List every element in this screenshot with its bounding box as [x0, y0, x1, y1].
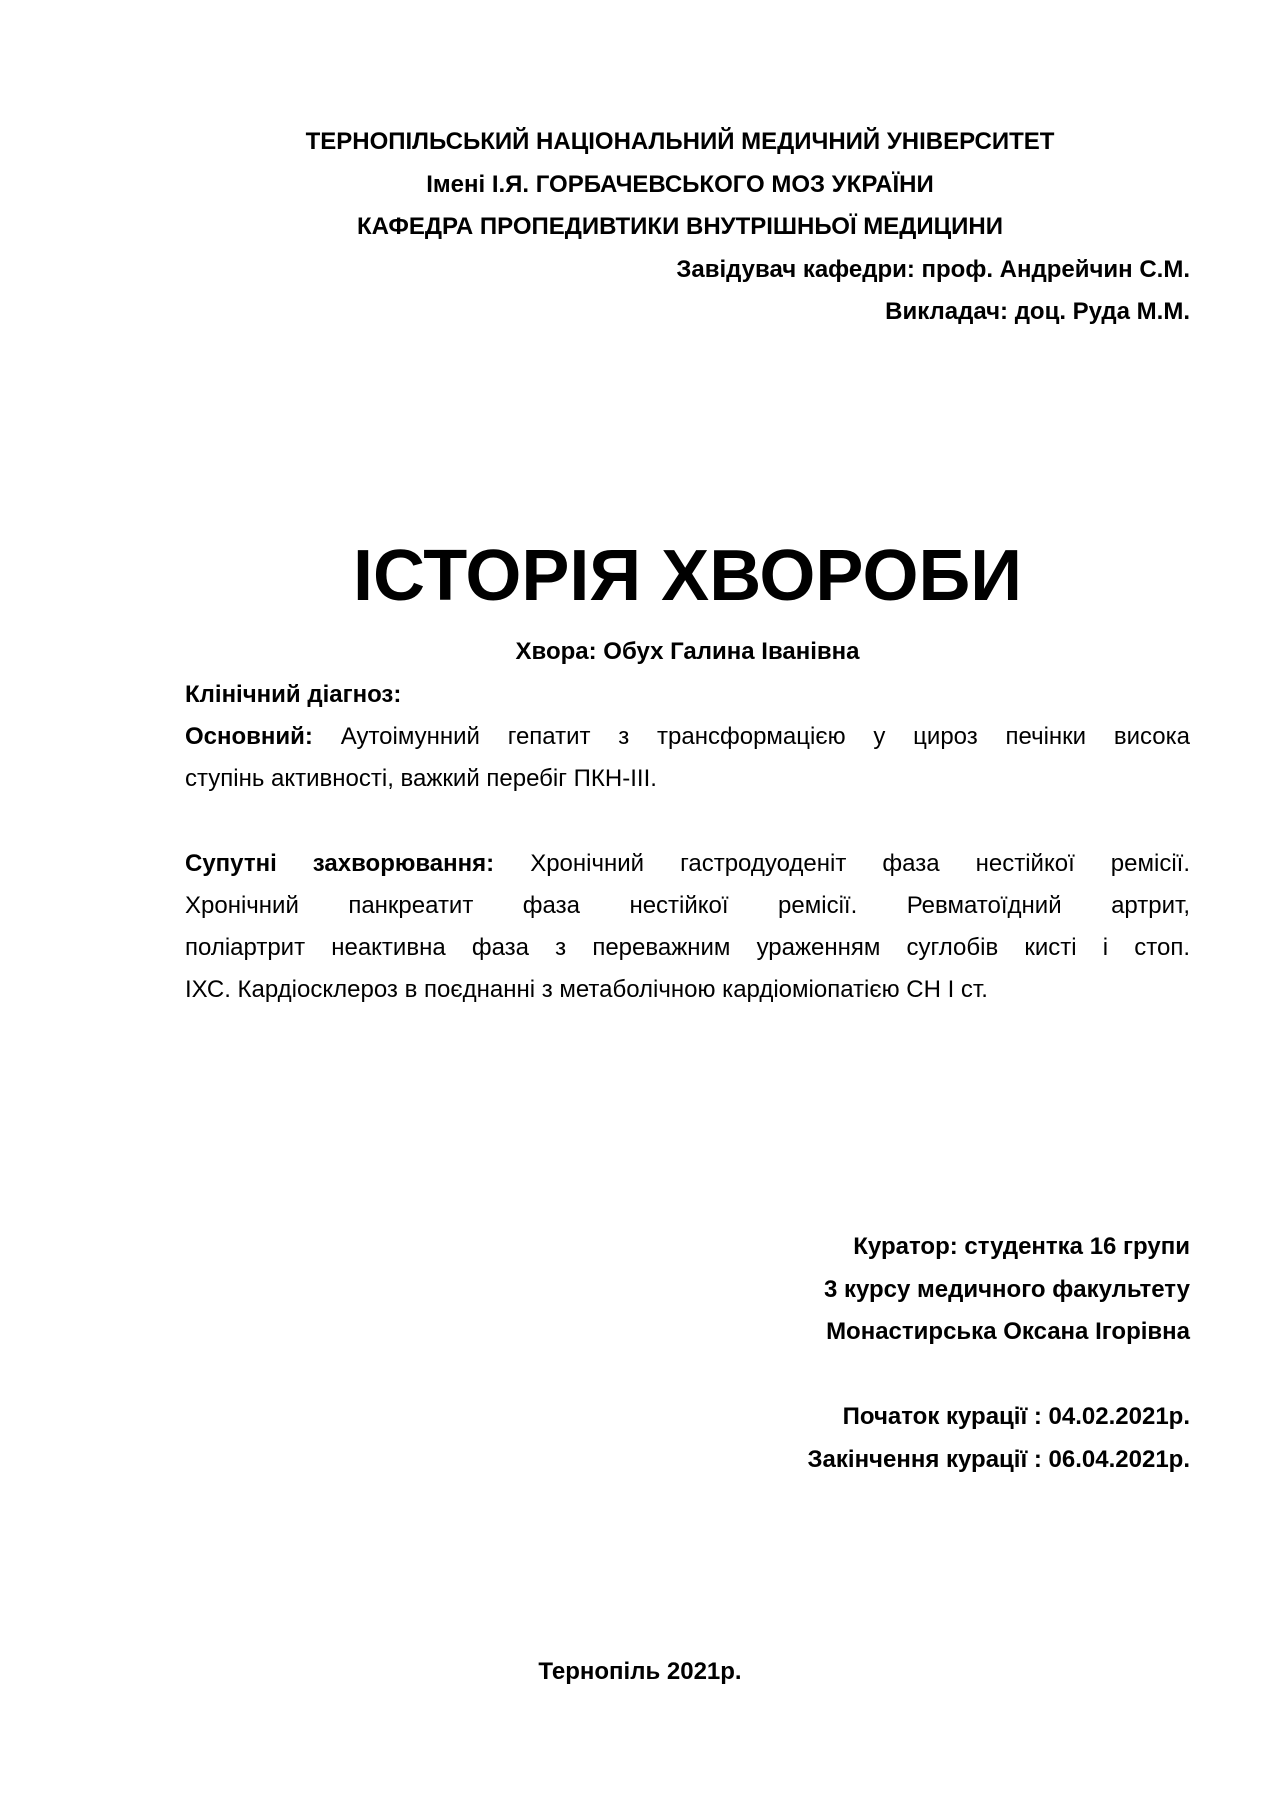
lecturer: Викладач: доц. Руда М.М.	[885, 298, 1190, 325]
concomitant-line-3: поліартрит неактивна фаза з переважним ураженням суглобів кисті і стоп.	[185, 934, 1190, 961]
patient-name: Хвора: Обух Галина Іванівна	[515, 638, 860, 665]
document-title: ІСТОРІЯ ХВОРОБИ	[353, 536, 1022, 616]
concomitant-label: Супутні захворювання:	[185, 850, 495, 877]
diagnosis-heading: Клінічний діагноз:	[185, 681, 402, 708]
curator-line-2: 3 курсу медичного факультету	[823, 1276, 1190, 1303]
curator-line-1: Куратор: студентка 16 групи	[853, 1233, 1190, 1260]
main-diagnosis	[185, 716, 1190, 800]
department-name: КАФЕДРА ПРОПЕДИВТИКИ ВНУТРІШНЬОЇ МЕДИЦИНИ	[357, 213, 1003, 240]
university-name: Імені І.Я. ГОРБАЧЕВСЬКОГО МОЗ УКРАЇНИ	[426, 171, 934, 198]
curation-start: Початок курації : 04.02.2021р.	[842, 1403, 1190, 1430]
curation-end: Закінчення курації : 06.04.2021р.	[807, 1446, 1190, 1473]
concomitant-diseases	[185, 843, 1190, 1011]
main-diagnosis-label: Основний:	[185, 723, 313, 750]
university-title: ТЕРНОПІЛЬСЬКИЙ НАЦІОНАЛЬНИЙ МЕДИЧНИЙ УНІВЕРСИТЕТ	[305, 128, 1055, 155]
concomitant-line-1: Супутні захворювання: Хронічний гастродуоденіт фаза нестійкої ремісії.	[185, 850, 1190, 877]
footer-city-year: Тернопіль 2021р.	[538, 1658, 742, 1685]
concomitant-line-4: ІХС. Кардіосклероз в поєднанні з метаболічною кардіоміопатією СН І ст.	[185, 976, 988, 1003]
concomitant-line-2: Хронічний панкреатит фаза нестійкої ремісії. Ревматоїдний артрит,	[185, 892, 1190, 919]
head-of-department: Завідувач кафедри: проф. Андрейчин С.М.	[676, 256, 1190, 283]
curator-name: Монастирська Оксана Ігорівна	[826, 1318, 1190, 1345]
main-diagnosis-line-2: ступінь активності, важкий перебіг ПКН-ІІІ.	[185, 765, 657, 792]
main-diagnosis-line-1: Основний: Аутоімунний гепатит з трансформацією у цироз печінки висока	[185, 723, 1190, 750]
